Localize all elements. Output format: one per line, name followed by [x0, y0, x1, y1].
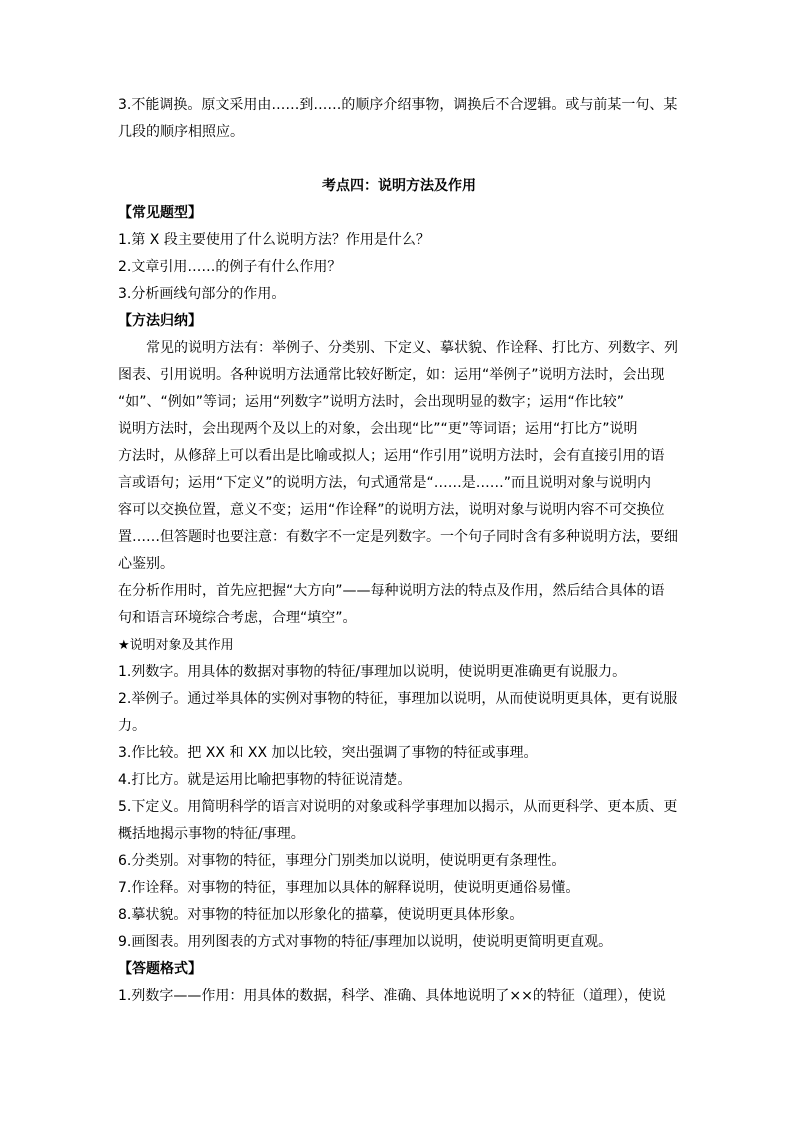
page-title: 考点四：说明方法及作用 [322, 178, 476, 194]
method-paragraph-1-line: 常见的说明方法有：举例子、分类别、下定义、摹状貌、作诠释、打比方、列数字、列 [146, 340, 678, 356]
document-page [118, 92, 680, 1010]
object-effect-item-continued: 概括地揭示事物的特征/事理。 [118, 826, 305, 842]
intro-line-2: 几段的顺序相照应。 [118, 124, 244, 140]
method-paragraph-1-line: 图表、引用说明。各种说明方法通常比较好断定，如：运用“举例子”说明方法时，会出现 [118, 367, 665, 383]
common-types-heading: 【常见题型】 [118, 205, 202, 221]
method-paragraph-1-line: 方法时，从修辞上可以看出是比喻或拟人；运用“作引用”说明方法时，会有直接引用的语 [118, 448, 665, 464]
object-effect-item: 5.下定义。用简明科学的语言对说明的对象或科学事理加以揭示，从而更科学、更本质、更 [118, 799, 678, 815]
object-effect-item: 1.列数字。用具体的数据对事物的特征/事理加以说明，使说明更准确更有说服力。 [118, 664, 627, 680]
object-effects-heading: ★说明对象及其作用 [118, 638, 234, 653]
method-paragraph-2-line: 句和语言环境综合考虑，合理“填空”。 [118, 610, 357, 626]
method-paragraph-1-line: 言或语句；运用“下定义”的说明方法，句式通常是“……是……”而且说明对象与说明内 [118, 475, 652, 491]
answer-format-line: 1.列数字——作用：用具体的数据，科学、准确、具体地说明了××的特征（道理），使说 [118, 988, 666, 1004]
object-effect-item: 6.分类别。对事物的特征，事理分门别类加以说明，使说明更有条理性。 [118, 853, 566, 869]
common-type-item: 1.第 X 段主要使用了什么说明方法？作用是什么？ [118, 232, 430, 248]
method-paragraph-1-line: “如”、“例如”等词；运用“列数字”说明方法时，会出现明显的数字；运用“作比较” [118, 394, 625, 410]
common-type-item: 3.分析画线句部分的作用。 [118, 286, 286, 302]
object-effect-item: 2.举例子。通过举具体的实例对事物的特征，事理加以说明，从而使说明更具体，更有说服 [118, 691, 678, 707]
object-effect-item: 7.作诠释。对事物的特征，事理加以具体的解释说明，使说明更通俗易懂。 [118, 880, 580, 896]
object-effect-item-continued: 力。 [118, 718, 146, 734]
object-effect-item: 3.作比较。把 XX 和 XX 加以比较，突出强调了事物的特征或事理。 [118, 745, 538, 761]
method-paragraph-1-line: 说明方法时，会出现两个及以上的对象，会出现“比”“更”等词语；运用“打比方”说明 [118, 421, 638, 437]
object-effect-item: 8.摹状貌。对事物的特征加以形象化的描摹，使说明更具体形象。 [118, 907, 524, 923]
object-effect-item: 9.画图表。用列图表的方式对事物的特征/事理加以说明，使说明更简明更直观。 [118, 934, 613, 950]
method-paragraph-2-line: 在分析作用时，首先应把握“大方向”——每种说明方法的特点及作用，然后结合具体的语 [118, 583, 665, 599]
common-type-item: 2.文章引用……的例子有什么作用？ [118, 259, 342, 275]
object-effect-item: 4.打比方。就是运用比喻把事物的特征说清楚。 [118, 772, 412, 788]
method-paragraph-1-line: 容可以交换位置，意义不变；运用“作诠释”的说明方法，说明对象与说明内容不可交换位 [118, 502, 665, 518]
method-paragraph-1-line: 置……但答题时也要注意：有数字不一定是列数字。一个句子同时含有多种说明方法，要细 [118, 529, 678, 545]
method-heading: 【方法归纳】 [118, 313, 202, 329]
spacer [118, 146, 680, 173]
method-paragraph-1-line: 心鉴别。 [118, 556, 174, 572]
intro-line-1: 3.不能调换。原文采用由……到……的顺序介绍事物，调换后不合逻辑。或与前某一句、某 [118, 97, 678, 113]
answer-format-heading: 【答题格式】 [118, 961, 202, 977]
